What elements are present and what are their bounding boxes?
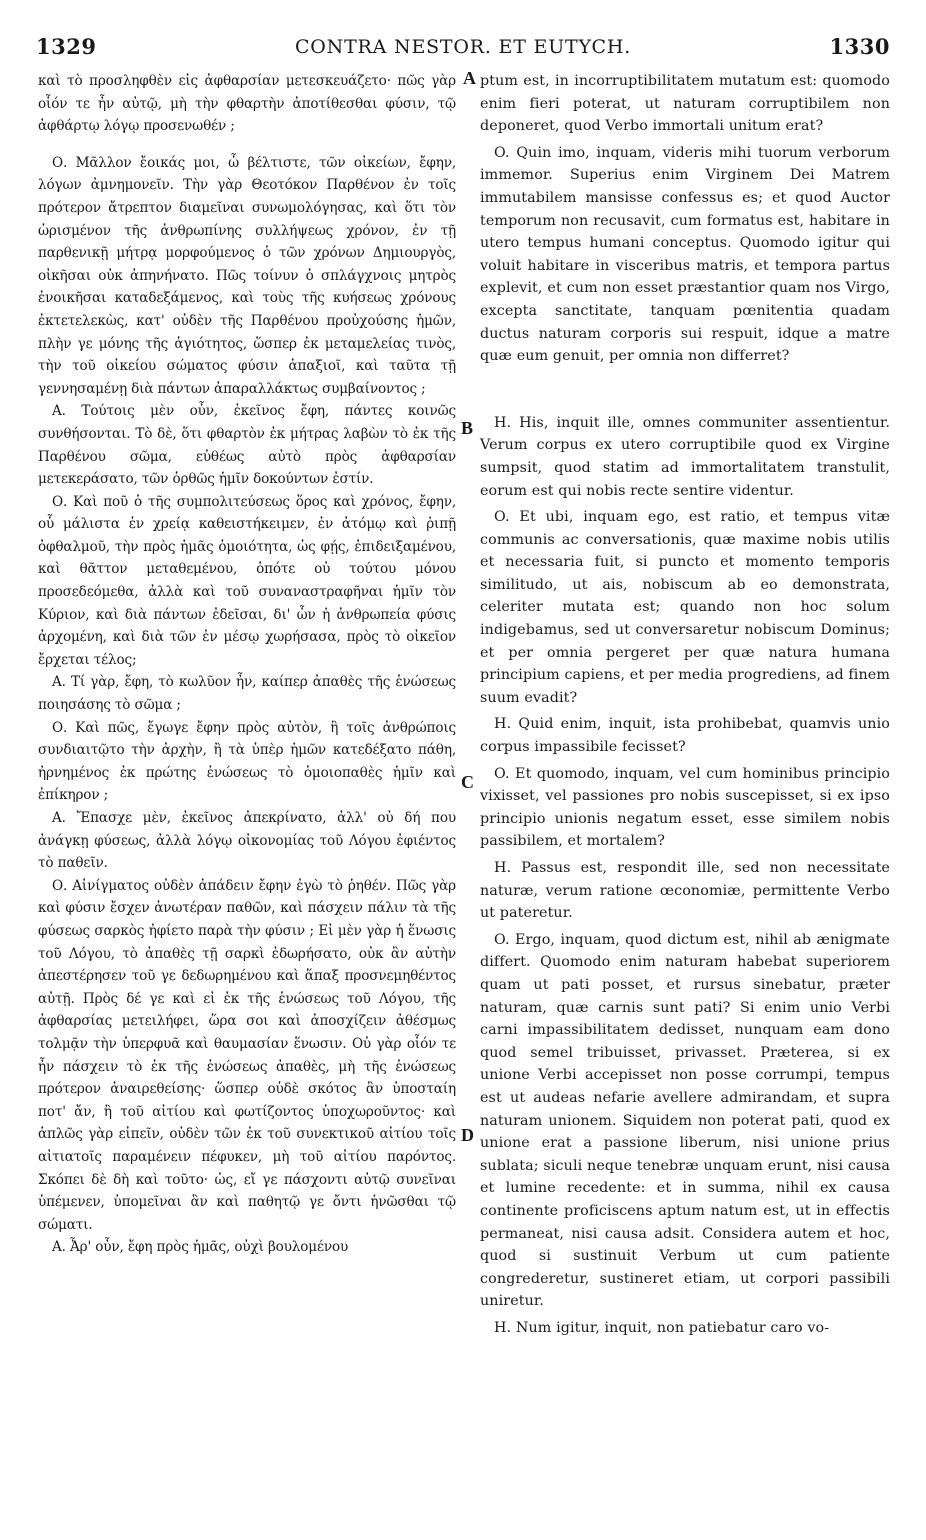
greek-paragraph: Α. Ἔπασχε μὲν, ἐκεῖνος ἀπεκρίνατο, ἀλλ' οὐ δή που ἀνάγκῃ φύσεως, ἀλλὰ λόγῳ οἰκονομίας τοῦ Λόγου ἐφιέντος τὸ παθεῖν. [38,810,456,872]
latin-paragraph: O. Ergo, inquam, quod dictum est, nihil ab ænigmate differt. Quomodo enim naturam habebat superiorem quam ut pati posset, et rursus sinebatur, præter naturam, quæ carnis sunt pati? Si enim unio Verbi carni impassibilitatem dedisset, nunquam eam dono quod semel tribuisset, privasset. Præterea, si ex unione Verbi accepisset non posse corrumpi, tempus est ut audeas nefarie avellere admirandam, et supra naturam unionem. Siquidem non poterat pati, quod ex unione erat a passione liberum, nisi unione prius sublata; siculi neque tenebræ unquam erunt, nisi causa et lumine recedente: et in summa, nihil ex causa continente proficiscens aptum natum est, ut in effectis permaneat, nisi causa adsit. Considera autem et hoc, quod si sustinuit Verbum ut cum patiente congrederetur, sustineret etiam, ut corpori passibili uniretur. [480,931,890,1310]
section-marker-c: C [461,772,474,792]
latin-paragraph: H. Quid enim, inquit, ista prohibebat, quamvis unio corpus impassibile fecisset? [480,716,890,756]
greek-column [38,70,456,1259]
latin-column [480,70,890,1339]
latin-paragraph: O. Et ubi, inquam ego, est ratio, et tempus vitæ communis ac conversationis, quæ maxime nobis utilis et necessaria fuit, si puncto et momento temporis similitudo, ut ais, nobiscum ab eo demonstrata, celeriter mutata est; quando non hoc solum indigebamus, sed ut conversaretur nobiscum Dominus; et per omnia pergeret per quæ natura humana principium capiens, et per media progrediens, ad finem suum evadit? [480,509,890,706]
greek-paragraph: Ο. Αἰνίγματος οὐδὲν ἀπάδειν ἔφην ἐγὼ τὸ ῥηθέν. Πῶς γὰρ καὶ φύσιν ἔσχεν ἀνωτέραν παθῶν, καὶ πάσχειν πάλιν τὰ τῆς φύσεως σαρκὸς ἠφίετο παρὰ τὴν φύσιν ; Εἰ μὲν γὰρ ἡ ἕνωσις τοῦ Λόγου, τὸ ἀπαθὲς τῇ σαρκὶ ἐδωρήσατο, οὐκ ἂν αὐτὴν ἀπεστέρησεν τοῦ γε δεδωρημένου καὶ ἅπαξ προσνεμηθέντος αὐτῇ. Πρὸς δέ γε καὶ εἰ ἐκ τῆς ἑνώσεως τοῦ Λόγου, τῆς ἀφθαρσίας μετειλήφει, ὥρα σοι καὶ ἀποσχίζειν ἀθέσμως τολμᾷν τὴν ὑπερφυᾶ καὶ θαυμασίαν ἕνωσιν. Οὐ γὰρ οἷόν τε ἦν πάσχειν τὸ ἐκ τῆς ἑνώσεως ἀπαθὲς, μὴ τῆς ἑνώσεως πρότερον ἀναιρεθείσης· ὥσπερ οὐδὲ σκότος ἂν ὑποσταίη ποτ' ἄν, ἢ τοῦ αἰτίου καὶ φωτίζοντος ὑποχωροῦντος· καὶ ἁπλῶς γὰρ εἰπεῖν, οὐδὲν τῶν ἐκ τοῦ συνεκτικοῦ αἰτίου τοῖς αἰτιατοῖς παραμένειν πέφυκεν, μὴ τοῦ αἰτίου παρόντος. Σκόπει δὲ δὴ καὶ τοῦτο· ὡς, εἴ γε πάσχοντι αὐτῷ συνεῖναι ὑπέμενεν, ὑπομεῖναι ἂν καὶ παθητῷ γε ὄντι ἡνῶσθαι τῷ σώματι. [38,877,456,1233]
greek-paragraph: καὶ τὸ προσληφθὲν εἰς ἀφθαρσίαν μετεσκευάζετο· πῶς γὰρ οἷόν τε ἦν αὐτῷ, μὴ τὴν φθαρτὴν ἀποτίθεσθαι φύσιν, τῷ ἀφθάρτῳ λόγῳ προσενωθέν ; [38,73,456,135]
latin-paragraph: O. Quin imo, inquam, videris mihi tuorum verborum immemor. Superius enim Virginem Dei Matrem immutabilem mansisse confessus es; et quod Auctor temporum non recusavit, cum formatus est, habitare in utero tempus humani conceptus. Quomodo igitur qui voluit habitare in visceribus matris, et tempora partus explevit, et cum non esset præstantior quam nos Virgo, excepta sanctitate, tanquam pœnitentia quadam ductus naturam corporis sui respuit, idque a matre quæ eum genuit, per omnia non differret? [480,144,890,365]
section-marker-b: B [461,418,474,438]
latin-paragraph: ptum est, in incorruptibilitatem mutatum est: quomodo enim fieri poterat, ut naturam corruptibilem non deponeret, quod Verbo immortali unitum erat? [480,73,890,135]
latin-paragraph: O. Et quomodo, inquam, vel cum hominibus principio vixisset, vel passiones pro nobis suscepisset, si ex ipso principio unionis negatum esset, esse similem nobis passibilem, et mortalem? [480,765,890,850]
page-header [36,34,890,64]
running-title: CONTRA NESTOR. ET EUTYCH. [294,36,632,58]
section-marker-a: A [463,68,476,88]
right-page-number: 1330 [829,34,890,59]
greek-paragraph: Ο. Καὶ ποῦ ὁ τῆς συμπολιτεύσεως ὅρος καὶ χρόνος, ἔφην, οὗ μάλιστα ἐν χρείᾳ καθειστήκειμεν, ἐν ἀτόμῳ καὶ ῥιπῇ ὀφθαλμοῦ, τὴν πρὸς ἡμᾶς ὁμοιότητα, ὡς φῄς, ἐπιδειξαμένου, καὶ θᾶττον μεταθεμένου, ὁπότε οὐ τούτου μόνου προσεδεόμεθα, ἀλλὰ καὶ τοῦ συναναστραφῆναι ἡμῖν τὸν Κύριον, καὶ διὰ πάντων ἐδεῖσαι, δι' ὧν ἡ ἀνθρωπεία φύσις ἀρχομένη, καὶ διὰ τῶν ἐν μέσῳ χωρήσασα, πρὸς τὸ οἰκεῖον ἔρχεται τέλος; [38,493,456,668]
latin-paragraph: H. His, inquit ille, omnes communiter assentientur. Verum corpus ex utero corruptibile quod ex Virgine sumpsit, quod statim ad immortalitatem transtulit, eorum est qui nobis recte sentire videntur. [480,414,890,499]
greek-paragraph: Α. Ἆρ' οὖν, ἔφη πρὸς ἡμᾶς, οὐχὶ βουλομένου [52,1239,349,1256]
greek-paragraph: Α. Τί γὰρ, ἔφη, τὸ κωλῦον ἦν, καίπερ ἀπαθὲς τῆς ἑνώσεως ποιησάσης τὸ σῶμα ; [38,674,456,714]
left-page-number: 1329 [36,34,97,59]
section-marker-d: D [461,1125,474,1145]
greek-paragraph: Ο. Καὶ πῶς, ἔγωγε ἔφην πρὸς αὐτὸν, ἢ τοῖς ἀνθρώποις συνδιαιτῷτο τὴν ἀρχὴν, ἢ τὰ ὑπὲρ ἡμῶν κατεδέξατο πάθη, ἠρνημένος ἐκ πρώτης ἑνώσεως τὸ ὁμοιοπαθὲς ἡμῖν καὶ ἐπίκηρον ; [38,719,456,804]
latin-paragraph: H. Passus est, respondit ille, sed non necessitate naturæ, verum ratione œconomiæ, permittente Verbo ut pateretur. [480,860,890,922]
greek-paragraph: Α. Τούτοις μὲν οὖν, ἐκεῖνος ἔφη, πάντες κοινῶς συνθήσονται. Τὸ δὲ, ὅτι φθαρτὸν ἐκ μήτρας λαβὼν τὸ ἐκ τῆς Παρθένου σῶμα, εὐθέως αὐτὸ πρὸς ἀφθαρσίαν μετεκεράσατο, τῶν ὀρθῶς ἡμῖν δοκούντων ἐστίν. [38,403,456,488]
latin-paragraph: H. Num igitur, inquit, non patiebatur caro vo- [494,1319,830,1336]
greek-paragraph: Ο. Μᾶλλον ἔοικάς μοι, ὦ βέλτιστε, τῶν οἰκείων, ἔφην, λόγων ἀμνημονεῖν. Τὴν γὰρ Θεοτόκον Παρθένον ἐν τοῖς πρότερον ἄτρεπτον διαμεῖναι συνωμολόγησας, καὶ ὅτι τὸν ὡρισμένον τῆς ἀνθρωπίνης συλλήψεως χρόνον, ἐν τῇ παρθενικῇ μήτρᾳ μορφούμενος ὁ τῶν χρόνων Δημιουργὸς, οἰκῆσαι οὐκ ἀπηνήνατο. Πῶς τοίνυν ὁ σπλάγχνοις μητρὸς ἐνοικῆσαι καταδεξάμενος, καὶ τοὺς τῆς κυήσεως χρόνους ἐκτετελεκὼς, κατ' οὐδὲν τῆς Παρθένου προὐχούσης ἡμῶν, πλὴν γε μόνης τῆς ἁγιότητος, ὥσπερ ἐκ μεταμελείας τινὸς, τὴν τοῦ οἰκείου σώματος φύσιν ἀπαξιοῖ, καὶ ταῦτα τῇ γεννησαμένῃ διὰ πάντων ἀπαραλλάκτως συμβαίνοντος ; [38,154,456,397]
